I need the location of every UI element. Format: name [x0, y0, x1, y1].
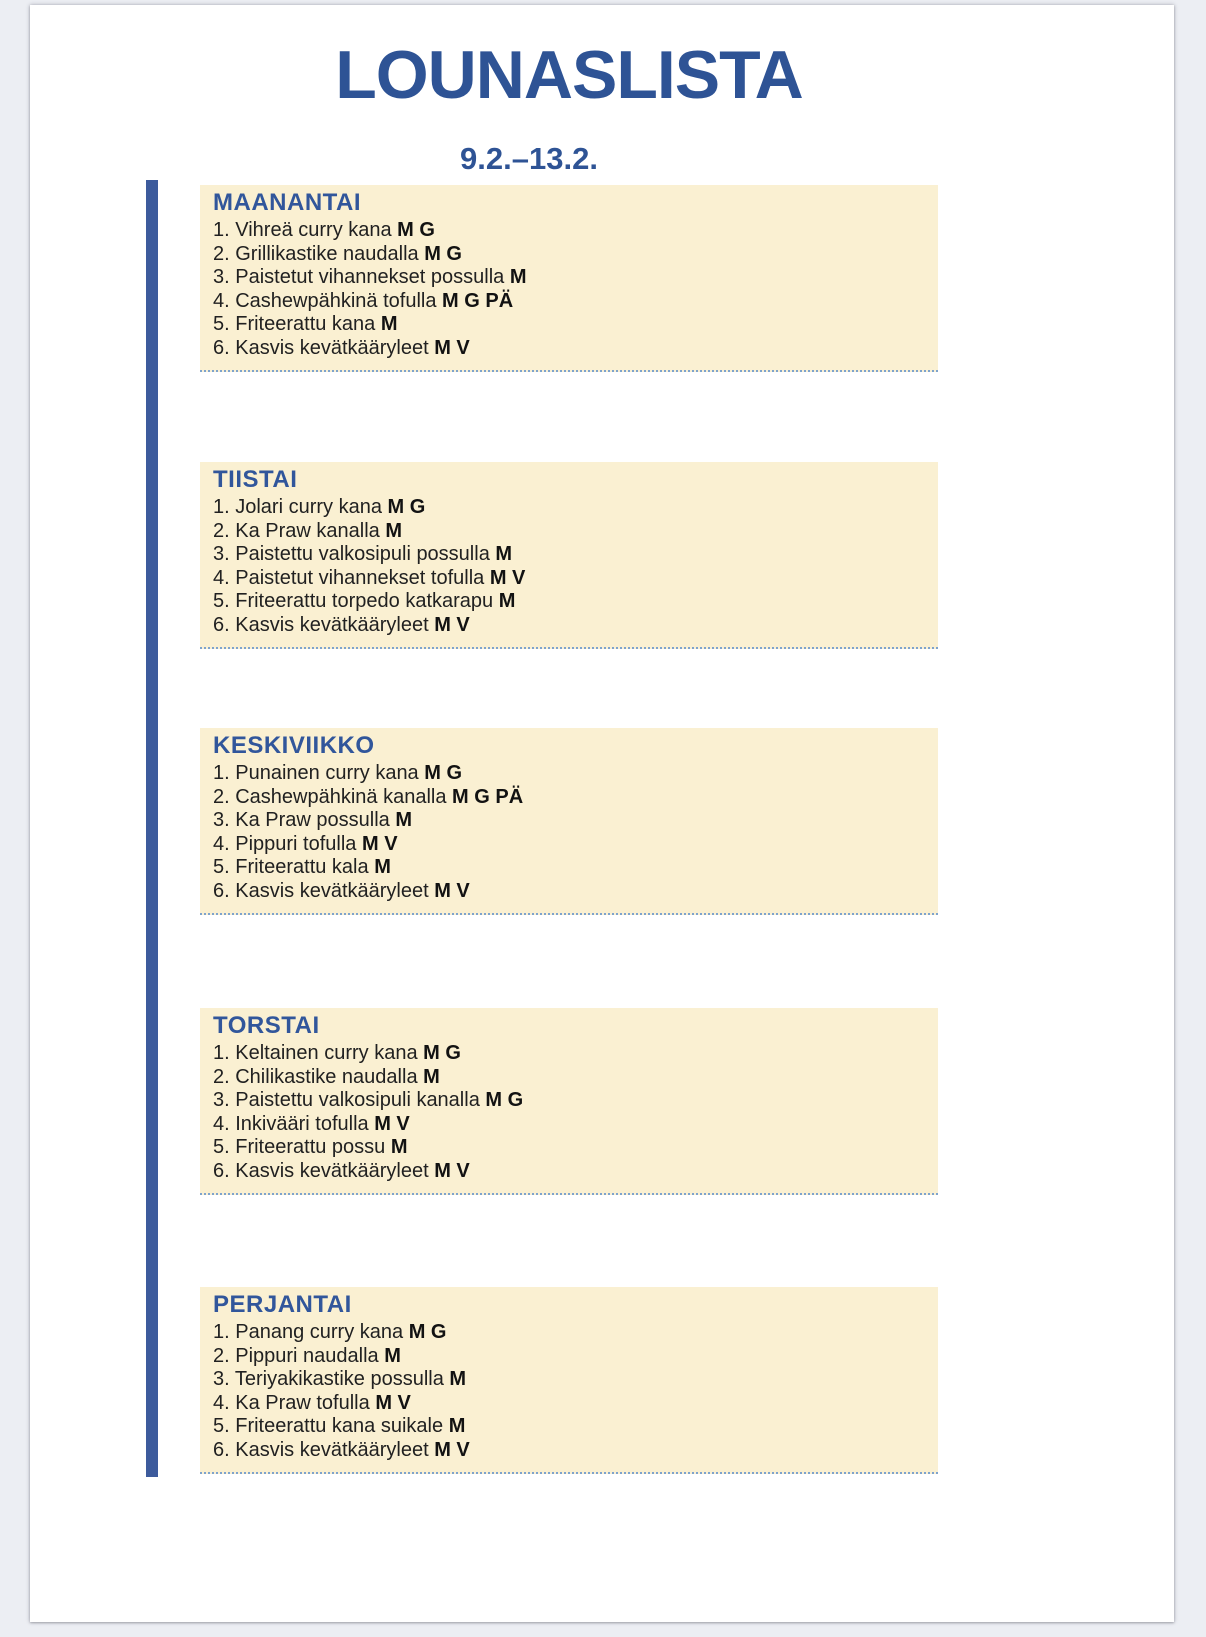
dish-text: 6. Kasvis kevätkääryleet — [213, 879, 435, 902]
dish-text: 4. Inkivääri tofulla — [213, 1112, 375, 1135]
diet-codes: M — [385, 519, 402, 542]
dish-text: 4. Pippuri tofulla — [213, 832, 362, 855]
accent-bar-segment — [146, 723, 158, 1006]
dish-list — [213, 496, 924, 637]
diet-codes: M — [509, 266, 527, 288]
diet-codes: M V — [361, 832, 398, 855]
diet-codes: M — [390, 1136, 408, 1158]
menu-item — [213, 266, 924, 290]
diet-codes: M G — [423, 1042, 461, 1064]
dish-list — [213, 219, 924, 360]
menu-item — [213, 762, 924, 786]
diet-codes: M G PÄ — [452, 785, 524, 808]
diet-codes: M V — [374, 1112, 410, 1135]
menu-item — [213, 313, 924, 337]
menu-item — [213, 337, 924, 361]
dish-text: 2. Cashewpähkinä kanalla — [213, 785, 453, 808]
dish-list — [213, 1321, 924, 1462]
menu-item — [213, 543, 924, 567]
document-page — [30, 5, 1174, 1622]
menu-item — [213, 1321, 924, 1345]
menu-item — [213, 1042, 924, 1066]
diet-codes: M G — [424, 762, 463, 784]
dish-text: 5. Friteerattu possu — [213, 1136, 391, 1158]
dish-text: 2. Pippuri naudalla — [213, 1344, 385, 1367]
dish-list — [213, 1042, 924, 1183]
menu-item — [213, 1113, 924, 1137]
day-heading: TIISTAI — [213, 466, 298, 493]
menu-item — [213, 614, 924, 638]
dish-text: 5. Friteerattu kana suikale — [213, 1415, 449, 1437]
dish-text: 3. Paistetut vihannekset possulla — [213, 266, 510, 288]
dish-text: 3. Ka Praw possulla — [213, 809, 396, 831]
day-heading: TORSTAI — [213, 1012, 320, 1039]
diet-codes: M G — [485, 1089, 524, 1111]
dish-text: 4. Ka Praw tofulla — [213, 1391, 376, 1414]
menu-item — [213, 1160, 924, 1184]
menu-item — [213, 290, 924, 314]
diet-codes: M V — [375, 1391, 411, 1414]
accent-bar-segment — [146, 1282, 158, 1477]
dish-text: 6. Kasvis kevätkääryleet — [213, 1159, 435, 1182]
menu-item — [213, 567, 924, 591]
diet-codes: M G PÄ — [442, 289, 514, 312]
diet-codes: M — [380, 313, 398, 335]
menu-item — [213, 496, 924, 520]
day-box — [200, 462, 938, 649]
dish-text: 5. Friteerattu kala — [213, 856, 375, 878]
diet-codes: M G — [387, 496, 426, 518]
day-box — [200, 728, 938, 915]
menu-item — [213, 243, 924, 267]
dish-text: 6. Kasvis kevätkääryleet — [213, 1438, 435, 1461]
day-section-keskiviikko — [146, 728, 938, 1008]
dish-text: 1. Keltainen curry kana — [213, 1042, 424, 1064]
day-section-tiistai — [146, 462, 938, 728]
menu-item — [213, 1066, 924, 1090]
diet-codes: M — [423, 1065, 440, 1088]
diet-codes: M — [498, 590, 516, 612]
dish-text: 6. Kasvis kevätkääryleet — [213, 613, 435, 636]
dish-text: 1. Jolari curry kana — [213, 496, 388, 518]
day-section-torstai — [146, 1008, 938, 1287]
menu-item — [213, 1415, 924, 1439]
day-box — [200, 1287, 938, 1474]
page-title: LOUNASLISTA — [335, 37, 803, 113]
dish-text: 1. Panang curry kana — [213, 1321, 409, 1343]
menu-item — [213, 1136, 924, 1160]
menu-item — [213, 809, 924, 833]
accent-bar-segment — [146, 1003, 158, 1285]
menu-item — [213, 1345, 924, 1369]
diet-codes: M G — [424, 242, 462, 265]
menu-item — [213, 219, 924, 243]
accent-bar-segment — [146, 180, 158, 460]
menu-item — [213, 520, 924, 544]
diet-codes: M G — [408, 1321, 447, 1343]
dish-text: 4. Paistetut vihannekset tofulla — [213, 566, 490, 589]
diet-codes: M — [395, 809, 412, 831]
menu-item — [213, 1439, 924, 1463]
diet-codes: M — [495, 543, 513, 565]
dish-text: 4. Cashewpähkinä tofulla — [213, 289, 443, 312]
dish-text: 2. Grillikastike naudalla — [213, 242, 425, 265]
day-box — [200, 185, 938, 372]
diet-codes: M — [374, 856, 391, 878]
menu-item — [213, 833, 924, 857]
dish-text: 1. Punainen curry kana — [213, 762, 425, 784]
menu-item — [213, 786, 924, 810]
dish-text: 6. Kasvis kevätkääryleet — [213, 336, 435, 359]
diet-codes: M — [384, 1344, 401, 1367]
dish-list — [213, 762, 924, 903]
diet-codes: M V — [489, 566, 526, 589]
dish-text: 5. Friteerattu kana — [213, 313, 381, 335]
dish-text: 2. Ka Praw kanalla — [213, 519, 386, 542]
diet-codes: M V — [434, 879, 470, 902]
dish-text: 2. Chilikastike naudalla — [213, 1065, 424, 1088]
menu-item — [213, 856, 924, 880]
date-range: 9.2.–13.2. — [460, 141, 598, 176]
day-box — [200, 1008, 938, 1195]
day-heading: KESKIVIIKKO — [213, 732, 375, 759]
diet-codes: M V — [434, 1438, 470, 1461]
menu-item — [213, 880, 924, 904]
day-section-maanantai — [146, 185, 938, 462]
menu-item — [213, 1089, 924, 1113]
diet-codes: M V — [434, 336, 470, 359]
diet-codes: M — [449, 1368, 467, 1390]
diet-codes: M V — [434, 1159, 470, 1182]
dish-text: 3. Teriyakikastike possulla — [213, 1368, 450, 1390]
accent-bar-segment — [146, 457, 158, 726]
dish-text: 3. Paistettu valkosipuli possulla — [213, 543, 496, 565]
menu-sections — [146, 185, 938, 1479]
diet-codes: M V — [434, 613, 470, 636]
day-heading: PERJANTAI — [213, 1291, 352, 1318]
dish-text: 5. Friteerattu torpedo katkarapu — [213, 590, 499, 612]
menu-item — [213, 1368, 924, 1392]
dish-text: 3. Paistettu valkosipuli kanalla — [213, 1089, 486, 1111]
day-heading: MAANANTAI — [213, 189, 362, 216]
diet-codes: M G — [397, 219, 435, 241]
menu-item — [213, 590, 924, 614]
diet-codes: M — [448, 1415, 466, 1437]
day-section-perjantai — [146, 1287, 938, 1479]
dish-text: 1. Vihreä curry kana — [213, 219, 398, 241]
menu-item — [213, 1392, 924, 1416]
